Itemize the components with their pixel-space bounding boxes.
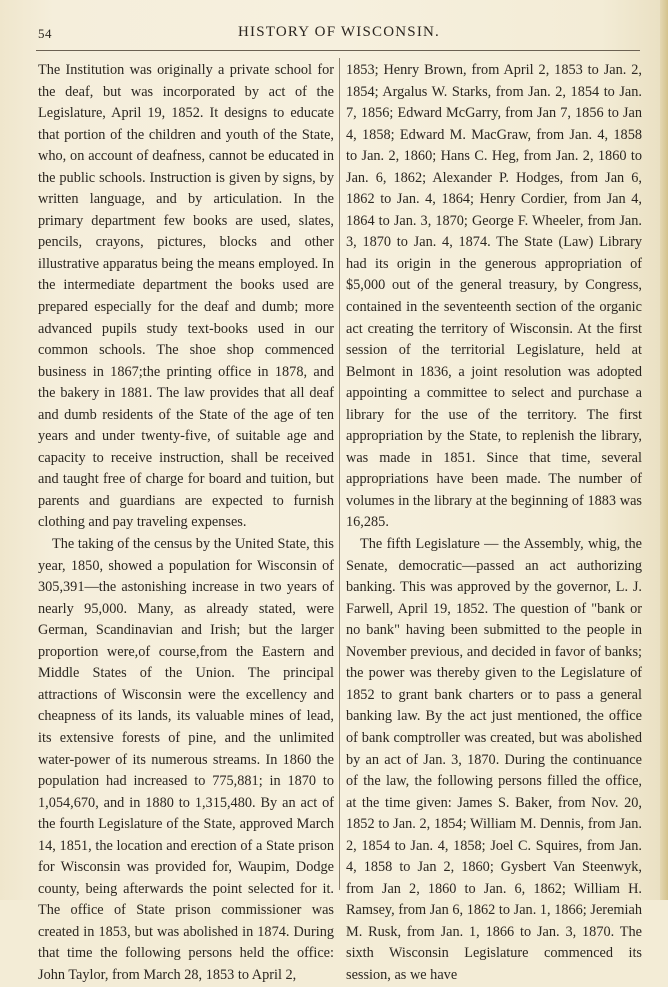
header-rule: [36, 50, 640, 51]
left-column: [38, 60, 334, 987]
paragraph: The fifth Legislature — the Assembly, whig, the Senate, democratic—passed an act authorizing banking. This was approved by the governor, L. J. Farwell, April 19, 1852. The question of "bank or no bank" having been submitted to the people in November previous, and decided in favor of banks; the power was thereby given to the Legislature of 1852 to grant bank charters or to pass a general banking law. By the act just mentioned, the office of bank comptroller was created, but was abolished by an act of Jan. 3, 1870. During the continuance of the law, the following persons filled the office, at the time given: James S. Baker, from Nov. 20, 1852 to Jan. 2, 1854; William M. Dennis, from Jan. 2, 1854 to Jan. 4, 1858; Joel C. Squires, from Jan. 4, 1858 to Jan 2, 1860; Gysbert Van Steenwyk, from Jan 2, 1860 to Jan. 6, 1862; William H. Ramsey, from Jan 6, 1862 to Jan. 1, 1866; Jeremiah M. Rusk, from Jan. 1, 1866 to Jan. 3, 1870. The sixth Wisconsin Legislature commenced its session, as we have: [346, 536, 642, 983]
page-number: 54: [38, 26, 52, 41]
paragraph: The taking of the census by the United State, this year, 1850, showed a population for Wisconsin of 305,391—the astonishing increase in two years of nearly 95,000. Many, as already stated, were German, Scandinavian and Irish; but the larger proportion were,of course,from the Eastern and Middle States of the Union. The principal attractions of Wisconsin were the excellency and cheapness of its lands, its valuable mines of lead, its extensive forests of pine, and the unlimited water-power of its numerous streams. In 1860 the population had increased to 775,881; in 1870 to 1,054,670, and in 1880 to 1,315,480. By an act of the fourth Legislature of the State, approved March 14, 1851, the location and erection of a State prison for Wisconsin was provided for, Waupim, Dodge county, being afterwards the point selected for it. The office of State prison commissioner was created in 1853, but was abolished in 1874. During that time the following persons held the office: John Taylor, from March 28, 1853 to April 2,: [38, 536, 334, 983]
running-title: HISTORY OF WISCONSIN.: [237, 24, 441, 40]
page-edge: [660, 0, 668, 900]
column-divider: [339, 58, 340, 890]
paragraph: 1853; Henry Brown, from April 2, 1853 to Jan. 2, 1854; Argalus W. Starks, from Jan. 2, 1854 to Jan. 7, 1856; Edward McGarry, from Jan 7, 1856 to Jan 4, 1858; Edward M. MacGraw, from Jan. 4, 1858 to Jan. 2, 1860; Hans C. Heg, from Jan. 2, 1860 to Jan. 6, 1862; Alexander P. Hodges, from Jan 6, 1862 to Jan. 4, 1864; Henry Cordier, from Jan 4, 1864 to Jan. 3, 1870; George F. Wheeler, from Jan. 3, 1870 to Jan. 4, 1874. The State (Law) Library had its origin in the generous appropriation of $5,000 out of the general treasury, by Congress, contained in the seventeenth section of the organic act creating the territory of Wisconsin. At the first session of the territorial Legislature, held at Belmont in 1836, a joint resolution was adopted appointing a committee to select and purchase a library for the use of the territory. The first appropriation by the State, to replenish the library, was made in 1851. Since that time, several appropriations have been made. The number of volumes in the library at the beginning of 1883 was 16,285.: [346, 62, 642, 531]
page-header: [38, 24, 640, 46]
right-column: [346, 60, 642, 987]
paragraph: The Institution was originally a private school for the deaf, but was incorporated by act of the Legislature, April 19, 1852. It designs to educate that portion of the children and youth of the State, who, on account of deafness, cannot be educated in the public schools. Instruction is given by signs, by written language, and by articulation. In the primary department few books are used, slates, pencils, crayons, pictures, blocks and other illustrative apparatus being the means employed. In the intermediate department the books used are prepared especially for the deaf and dumb; more advanced pupils study text-books used in our common schools. The shoe shop commenced business in 1867;the printing office in 1878, and the bakery in 1881. The law provides that all deaf and dumb residents of the State of the age of ten years and under twenty-five, of suitable age and capacity to receive instruction, shall be received and taught free of charge for board and tuition, but parents and guardians are expected to furnish clothing and pay traveling expenses.: [38, 62, 334, 531]
